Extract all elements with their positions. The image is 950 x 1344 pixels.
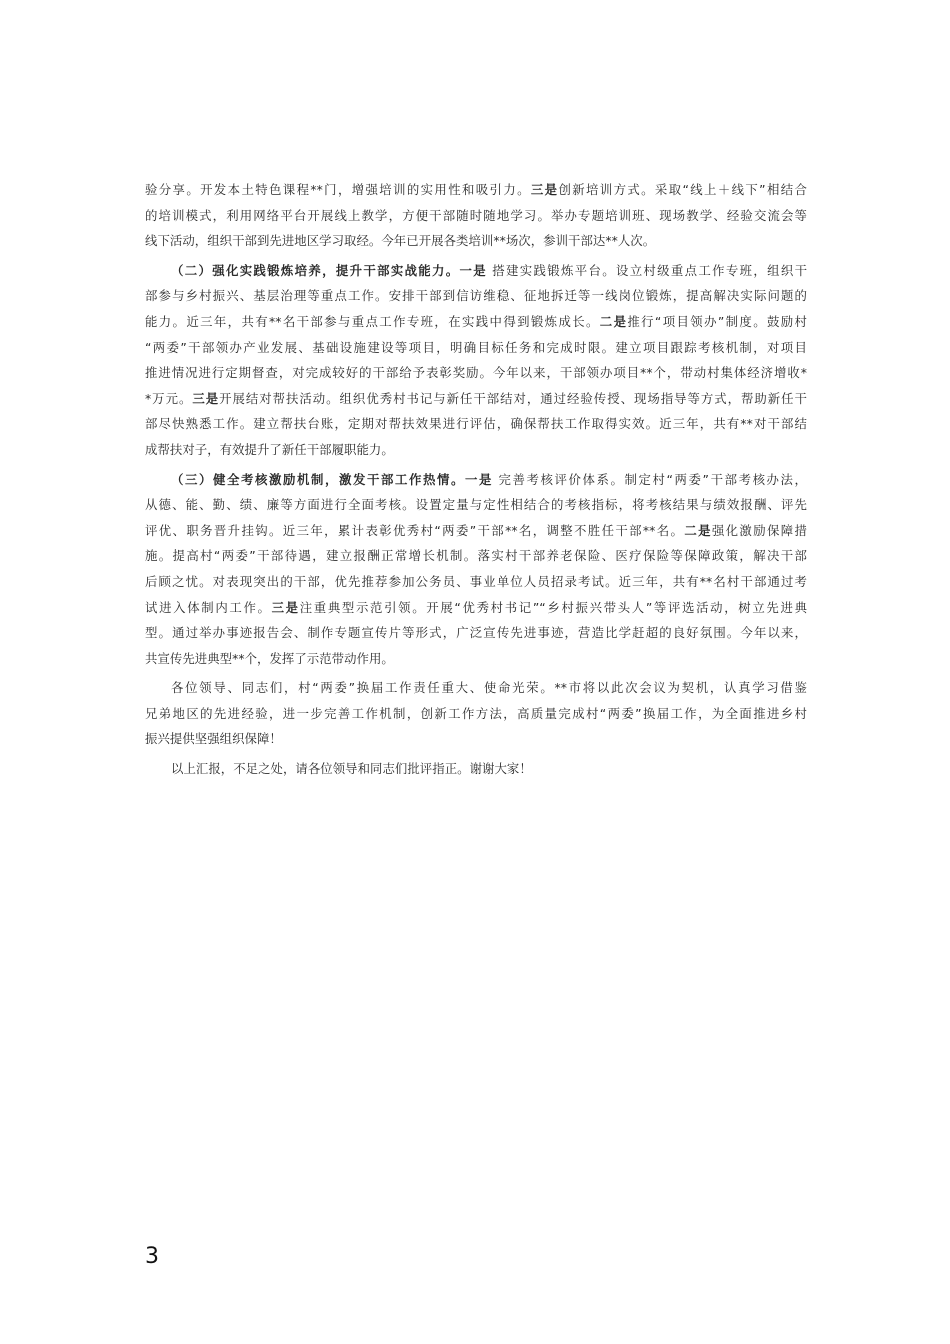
bold-run: （二）强化实践锻炼培养，提升干部实战能力。一是 bbox=[171, 262, 488, 278]
paragraph bbox=[145, 675, 807, 752]
bold-run: （三）健全考核激励机制，激发干部工作热情。一是 bbox=[171, 471, 493, 487]
text-run: 共宣传先进典型**个，发挥了示范带动作用。 bbox=[145, 650, 394, 666]
text-run: 施。提高村“两委”干部待遇，建立报酬正常增长机制。落实村干部养老保险、医疗保险等保障政策，解决干部 bbox=[145, 548, 807, 564]
text-run: 各位领导、同志们，村“两委”换届工作责任重大、使命光荣。**市将以此次会议为契机，认真学习借鉴 bbox=[171, 680, 807, 696]
text-run: 完善考核评价体系。制定村“两委”干部考核办法， bbox=[492, 471, 807, 487]
text-line bbox=[145, 258, 807, 284]
text-run: *万元。 bbox=[145, 390, 193, 406]
paragraph bbox=[145, 258, 807, 463]
text-line bbox=[145, 309, 807, 335]
text-run: 验分享。开发本土特色课程**门，增强培训的实用性和吸引力。 bbox=[145, 182, 531, 197]
text-line bbox=[145, 646, 807, 672]
paragraph bbox=[145, 467, 807, 672]
text-run: 从德、能、勤、绩、廉等方面进行全面考核。设置定量与定性相结合的考核指标，将考核结果与绩效报酬、评先 bbox=[145, 497, 807, 513]
text-line bbox=[145, 595, 807, 621]
text-line bbox=[145, 543, 807, 569]
text-run: 搭建实践锻炼平台。设立村级重点工作专班，组织干 bbox=[487, 262, 808, 278]
bold-run: 三是 bbox=[530, 182, 559, 197]
text-run: 推行“项目领办”制度。鼓励村 bbox=[627, 313, 807, 329]
text-run: 强化激励保障措 bbox=[711, 522, 807, 538]
text-line bbox=[145, 620, 807, 646]
text-run: 线下活动，组织干部到先进地区学习取经。今年已开展各类培训**场次，参训干部达**人次。 bbox=[145, 233, 656, 249]
text-line bbox=[145, 701, 807, 727]
text-line bbox=[145, 283, 807, 309]
text-line bbox=[145, 569, 807, 595]
text-line bbox=[145, 335, 807, 361]
text-line bbox=[145, 437, 807, 463]
text-run: 评优、职务晋升挂钩。近三年，累计表彰优秀村“两委”干部**名，调整不胜任干部**名。 bbox=[145, 522, 685, 538]
page-number: 3 bbox=[145, 1244, 159, 1269]
text-run: 注重典型示范引领。开展“优秀村书记”“乡村振兴带头人”等评选活动，树立先进典 bbox=[299, 599, 808, 615]
text-run: 部参与乡村振兴、基层治理等重点工作。安排干部到信访维稳、征地拆迁等一线岗位锻炼，提高解决实际问题的 bbox=[145, 288, 807, 304]
paragraph bbox=[145, 177, 807, 254]
bold-run: 三是 bbox=[192, 390, 220, 406]
text-line bbox=[145, 386, 807, 412]
text-run: 能力。近三年，共有**名干部参与重点工作专班，在实践中得到锻炼成长。 bbox=[145, 313, 600, 329]
text-line bbox=[145, 360, 807, 386]
text-line bbox=[145, 492, 807, 518]
text-line bbox=[145, 203, 807, 229]
text-line bbox=[145, 518, 807, 544]
text-run: 的培训模式，利用网络平台开展线上教学，方便干部随时随地学习。举办专题培训班、现场教学、经验交流会等 bbox=[145, 207, 807, 223]
bold-run: 三是 bbox=[271, 599, 300, 615]
text-run: 以上汇报，不足之处，请各位领导和同志们批评指正。谢谢大家！ bbox=[171, 761, 532, 777]
text-run: 成帮扶对子，有效提升了新任干部履职能力。 bbox=[145, 441, 394, 457]
bold-run: 二是 bbox=[599, 313, 628, 329]
text-line bbox=[145, 467, 807, 493]
text-run: 振兴提供坚强组织保障！ bbox=[145, 731, 282, 747]
paragraph bbox=[145, 756, 807, 782]
bold-run: 二是 bbox=[684, 522, 712, 538]
text-run: 开展结对帮扶活动。组织优秀村书记与新任干部结对，通过经验传授、现场指导等方式，帮助新任干 bbox=[219, 390, 807, 406]
text-run: 试进入体制内工作。 bbox=[145, 599, 272, 615]
text-run: 推进情况进行定期督查，对完成较好的干部给予表彰奖励。今年以来，干部领办项目**个，带动村集体经济增收* bbox=[145, 365, 807, 381]
text-line bbox=[145, 675, 807, 701]
text-run: 型。通过举办事迹报告会、制作专题宣传片等形式，广泛宣传先进事迹，营造比学赶超的良好氛围。今年以来， bbox=[145, 625, 807, 641]
text-run: 后顾之忧。对表现突出的干部，优先推荐参加公务员、事业单位人员招录考试。近三年，共有**名村干部通过考 bbox=[145, 573, 807, 589]
text-line bbox=[145, 177, 807, 203]
text-line bbox=[145, 411, 807, 437]
text-run: 兄弟地区的先进经验，进一步完善工作机制，创新工作方法，高质量完成村“两委”换届工作，为全面推进乡村 bbox=[145, 705, 807, 721]
text-run: 部尽快熟悉工作。建立帮扶台账，定期对帮扶效果进行评估，确保帮扶工作取得实效。近三年，共有**对干部结 bbox=[145, 416, 807, 432]
text-line bbox=[145, 726, 807, 752]
text-run: 创新培训方式。采取“线上＋线下”相结合 bbox=[558, 182, 807, 197]
document-body bbox=[145, 177, 807, 786]
text-line bbox=[145, 756, 807, 782]
text-run: “两委”干部领办产业发展、基础设施建设等项目，明确目标任务和完成时限。建立项目跟踪考核机制，对项目 bbox=[145, 339, 807, 355]
text-line bbox=[145, 228, 807, 254]
